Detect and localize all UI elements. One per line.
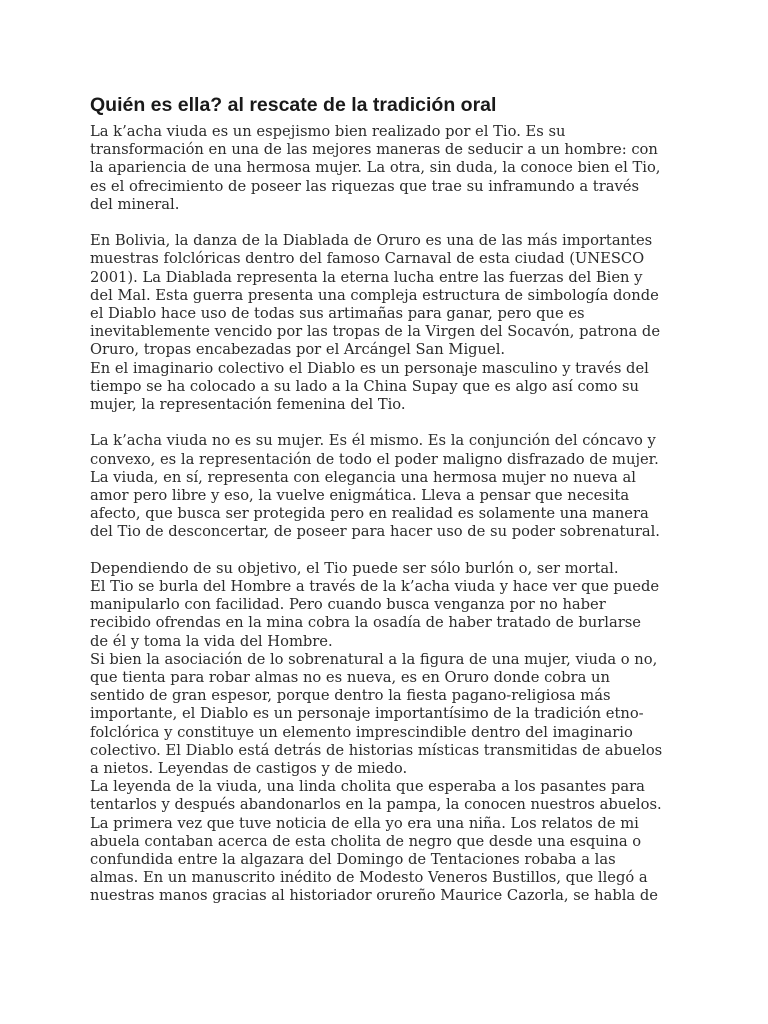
paragraph <box>90 560 682 906</box>
text-line: La leyenda de la viuda, una linda cholita que esperaba a los pasantes para <box>90 778 645 796</box>
text-line: el Diablo hace uso de todas sus artimañas para ganar, pero que es <box>90 305 585 323</box>
text-line: afecto, que busca ser protegida pero en realidad es solamente una manera <box>90 505 649 523</box>
text-line: En el imaginario colectivo el Diablo es un personaje masculino y través del <box>90 359 649 377</box>
text-line: folclórica y constituye un elemento imprescindible dentro del imaginario <box>90 723 633 741</box>
text-line: del mineral. <box>90 195 180 213</box>
text-line: El Tio se burla del Hombre a través de la k’acha viuda y hace ver que puede <box>90 578 660 596</box>
text-line: muestras folclóricas dentro del famoso Carnaval de esta ciudad (UNESCO <box>90 250 645 268</box>
text-line: mujer, la representación femenina del Tio. <box>90 396 406 414</box>
text-line: es el ofrecimiento de poseer las riquezas que trae su inframundo a través <box>90 177 640 195</box>
text-line: a nietos. Leyendas de castigos y de miedo. <box>90 760 408 778</box>
text-line: amor pero libre y eso, la vuelve enigmática. Lleva a pensar que necesita <box>90 487 630 505</box>
text-line: La primera vez que tuve noticia de ella yo era una niña. Los relatos de mi <box>90 814 639 832</box>
text-line: manipularlo con facilidad. Pero cuando busca venganza por no haber <box>90 596 606 614</box>
text-line: 2001). La Diablada representa la eterna lucha entre las fuerzas del Bien y <box>90 268 643 286</box>
text-line: La viuda, en sí, representa con elegancia una hermosa mujer no nueva al <box>90 468 636 486</box>
text-line: convexo, es la representación de todo el poder maligno disfrazado de mujer. <box>90 450 659 468</box>
document-body <box>90 123 682 906</box>
text-line: sentido de gran espesor, porque dentro la fiesta pagano-religiosa más <box>90 687 611 705</box>
text-line: tiempo se ha colocado a su lado a la China Supay que es algo así como su <box>90 377 640 395</box>
paragraph <box>90 123 682 214</box>
paragraph-gap <box>90 542 682 560</box>
text-line: Si bien la asociación de lo sobrenatural a la figura de una mujer, viuda o no, <box>90 650 658 668</box>
paragraph <box>90 432 682 541</box>
text-line: inevitablemente vencido por las tropas de la Virgen del Socavón, patrona de <box>90 323 661 341</box>
paragraph-gap <box>90 214 682 232</box>
text-line: transformación en una de las mejores maneras de seducir a un hombre: con <box>90 141 658 159</box>
text-line: Oruro, tropas encabezadas por el Arcángel San Miguel. <box>90 341 506 359</box>
text-line: colectivo. El Diablo está detrás de historias místicas transmitidas de abuelos <box>90 741 663 759</box>
text-line: nuestras manos gracias al historiador orureño Maurice Cazorla, se habla de <box>90 887 658 905</box>
text-line: confundida entre la algazara del Domingo de Tentaciones robaba a las <box>90 851 616 869</box>
text-line: recibido ofrendas en la mina cobra la osadía de haber tratado de burlarse <box>90 614 641 632</box>
text-line: La k’acha viuda es un espejismo bien realizado por el Tio. Es su <box>90 123 566 140</box>
text-line: almas. En un manuscrito inédito de Modesto Veneros Bustillos, que llegó a <box>90 869 648 887</box>
text-line: La k’acha viuda no es su mujer. Es él mismo. Es la conjunción del cóncavo y <box>90 432 656 450</box>
paragraph <box>90 232 682 414</box>
text-line: abuela contaban acerca de esta cholita de negro que desde una esquina o <box>90 832 642 850</box>
text-line: del Tio de desconcertar, de poseer para hacer uso de su poder sobrenatural. <box>90 523 660 541</box>
text-line: En Bolivia, la danza de la Diablada de Oruro es una de las más importantes <box>90 232 653 250</box>
text-line: Dependiendo de su objetivo, el Tio puede ser sólo burlón o, ser mortal. <box>90 559 619 577</box>
document-title: Quién es ella? al rescate de la tradición oral <box>90 94 497 116</box>
paragraph-gap <box>90 414 682 432</box>
text-line: la apariencia de una hermosa mujer. La otra, sin duda, la conoce bien el Tio, <box>90 159 661 177</box>
text-line: del Mal. Esta guerra presenta una compleja estructura de simbología donde <box>90 286 659 304</box>
text-line: que tienta para robar almas no es nueva, es en Oruro donde cobra un <box>90 669 610 687</box>
text-line: importante, el Diablo es un personaje importantísimo de la tradición etno- <box>90 705 644 723</box>
document-page <box>90 92 682 906</box>
text-line: tentarlos y después abandonarlos en la pampa, la conocen nuestros abuelos. <box>90 796 662 814</box>
text-line: de él y toma la vida del Hombre. <box>90 632 333 650</box>
